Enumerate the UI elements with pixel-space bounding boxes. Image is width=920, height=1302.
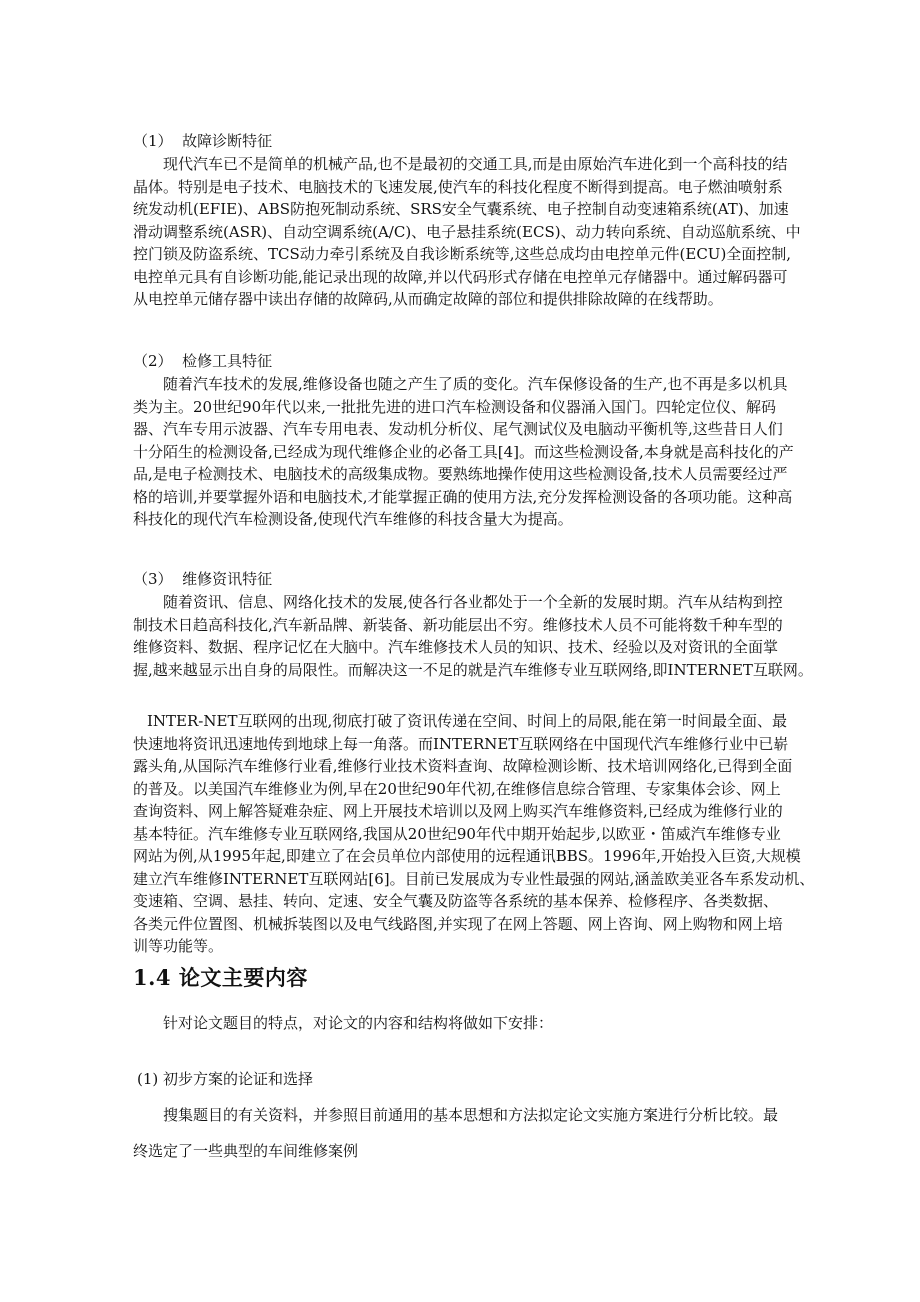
section-heading: （1） 故障诊断特征 (133, 132, 273, 150)
text-line: 类为主。20世纪90年代以来,一批批先进的进口汽车检测设备和仪器涌入国门。四轮定位仪、解码 (133, 397, 776, 416)
paragraph (133, 373, 853, 531)
text-line: 随着汽车技术的发展,维修设备也随之产生了质的变化。汽车保修设备的生产,也不再是多以机具 (163, 375, 788, 393)
section-title: 1.4 论文主要内容 (133, 965, 308, 990)
text-line: 终选定了一些典型的车间维修案例 (133, 1142, 359, 1160)
text-line: 随着资讯、信息、网络化技术的发展,使各行各业都处于一个全新的发展时期。汽车从结构到控 (163, 593, 783, 611)
text-line: 的普及。以美国汽车维修业为例,早在20世纪90年代初,在维修信息综合管理、专家集体会诊、网上 (133, 779, 781, 798)
text-line: 晶体。特别是电子技术、电脑技术的飞速发展,使汽车的科技化程度不断得到提高。电子燃油喷射系 (133, 177, 783, 196)
text-line: 维修资料、数据、程序记忆在大脑中。汽车维修技术人员的知识、技术、经验以及对资讯的全面掌 (133, 638, 779, 656)
text-line: 查询资料、网上解答疑难杂症、网上开展技术培训以及网上购买汽车维修资料,已经成为维修行业的 (133, 802, 783, 820)
section-heading: （3） 维修资讯特征 (133, 570, 273, 588)
paragraph (133, 153, 853, 311)
text-line: 基本特征。汽车维修专业互联网络,我国从20世纪90年代中期开始起步,以欧亚・笛威汽车维修专业 (133, 824, 781, 843)
section-repair-tools (133, 350, 853, 531)
section-intro: 针对论文题目的特点，对论文的内容和结构将做如下安排： (163, 1014, 554, 1032)
text-line: 建立汽车维修INTERNET互联网站[6]。目前已发展成为专业性最强的网站,涵盖欧美亚各车系发动机、 (133, 869, 815, 888)
text-line: 握,越来越显示出自身的局限性。而解决这一不足的就是汽车维修专业互联网络,即INTERNET互联网。 (133, 660, 813, 679)
text-line: 网站为例,从1995年起,即建立了在会员单位内部使用的远程通讯BBS。1996年,开始投入巨资,大规模 (133, 847, 801, 865)
text-line: 各类元件位置图、机械拆装图以及电气线路图,并实现了在网上答题、网上咨询、网上购物和网上培 (133, 914, 783, 933)
text-line: 器、汽车专用示波器、汽车专用电表、发动机分析仪、尾气测试仪及电脑动平衡机等,这些昔日人们 (133, 420, 783, 438)
text-line: INTER-NET互联网的出现,彻底打破了资讯传递在空间、时间上的局限,能在第一时间最全面、最 (147, 712, 787, 730)
text-line: 制技术日趋高科技化,汽车新品牌、新装备、新功能层出不穷。维修技术人员不可能将数千种车型的 (133, 615, 783, 634)
section-internet (133, 710, 853, 958)
text-line: 从电控单元储存器中读出存储的故障码,从而确定故障的部位和提供排除故障的在线帮助。 (133, 290, 723, 308)
text-line: 搜集题目的有关资料，并参照目前通用的基本思想和方法拟定论文实施方案进行分析比较。最 (163, 1106, 779, 1124)
section-repair-information (133, 568, 853, 681)
text-line: 统发动机(EFIE)、ABS防抱死制动系统、SRS安全气囊系统、电子控制自动变速箱系统(AT)、加速 (133, 200, 789, 218)
text-line: 电控单元具有自诊断功能,能记录出现的故障,并以代码形式存储在电控单元存储器中。通过解码器可 (133, 267, 788, 286)
text-line: 训等功能等。 (133, 937, 224, 955)
paragraph (133, 710, 853, 958)
text-line: 滑动调整系统(ASR)、自动空调系统(A/C)、电子悬挂系统(ECS)、动力转向系统、自动巡航系统、中 (133, 222, 801, 241)
text-line: 品,是电子检测技术、电脑技术的高级集成物。要熟练地操作使用这些检测设备,技术人员需要经过严 (133, 465, 788, 483)
text-line: 变速箱、空调、悬挂、转向、定速、安全气囊及防盗等各系统的基本保养、检修程序、各类数据、 (133, 892, 779, 910)
section-heading: （2） 检修工具特征 (133, 352, 273, 370)
text-line: 十分陌生的检测设备,已经成为现代维修企业的必备工具[4]。而这些检测设备,本身就是高科技化的产 (133, 442, 794, 461)
paragraph (133, 591, 853, 681)
text-line: 露头角,从国际汽车维修行业看,维修行业技术资料查询、故障检测诊断、技术培训网络化,已得到全面 (133, 757, 793, 775)
text-line: 格的培训,并要掌握外语和电脑技术,才能掌握正确的使用方法,充分发挥检测设备的各项功能。这种高 (133, 487, 793, 506)
text-line: 现代汽车已不是简单的机械产品,也不是最初的交通工具,而是由原始汽车进化到一个高科技的结 (163, 155, 788, 173)
text-line: 科技化的现代汽车检测设备,使现代汽车维修的科技含量大为提高。 (133, 510, 573, 528)
text-line: 控门锁及防盗系统、TCS动力牵引系统及自我诊断系统等,这些总成均由电控单元件(ECU)全面控制, (133, 245, 792, 263)
section-fault-diagnosis (133, 130, 853, 311)
subsection-heading: (1) 初步方案的论证和选择 (137, 1070, 314, 1088)
text-line: 快速地将资讯迅速地传到地球上每一角落。而INTERNET互联网络在中国现代汽车维修行业中已崭 (133, 734, 789, 753)
